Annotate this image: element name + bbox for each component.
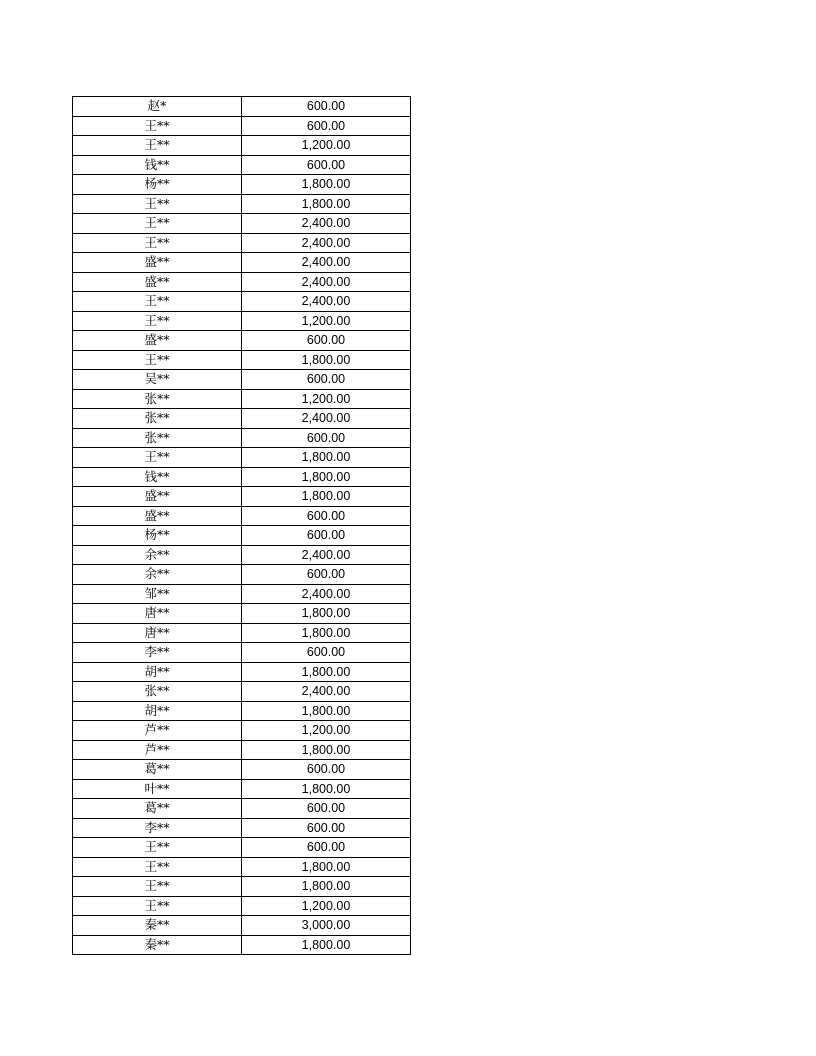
table-row (73, 935, 411, 955)
name-cell: 盛** (73, 253, 242, 273)
name-cell: 盛** (73, 331, 242, 351)
table-row (73, 565, 411, 585)
amount-cell: 2,400.00 (242, 272, 411, 292)
table-row (73, 214, 411, 234)
amount-cell: 2,400.00 (242, 214, 411, 234)
table-row (73, 311, 411, 331)
name-cell: 张** (73, 409, 242, 429)
name-cell: 杨** (73, 175, 242, 195)
name-cell: 唐** (73, 604, 242, 624)
name-cell: 芦** (73, 740, 242, 760)
table-row (73, 409, 411, 429)
name-cell: 余** (73, 545, 242, 565)
name-cell: 王** (73, 194, 242, 214)
name-cell: 杨** (73, 526, 242, 546)
amount-cell: 1,800.00 (242, 487, 411, 507)
table-row (73, 331, 411, 351)
table-row (73, 545, 411, 565)
table-row (73, 896, 411, 916)
table-row (73, 838, 411, 858)
amount-cell: 2,400.00 (242, 545, 411, 565)
table-body (73, 97, 411, 955)
name-cell: 盛** (73, 487, 242, 507)
table-row (73, 233, 411, 253)
name-cell: 盛** (73, 506, 242, 526)
name-cell: 王** (73, 233, 242, 253)
amount-cell: 1,800.00 (242, 604, 411, 624)
amount-cell: 1,800.00 (242, 740, 411, 760)
amount-cell: 1,800.00 (242, 448, 411, 468)
table-row (73, 799, 411, 819)
table-row (73, 370, 411, 390)
amount-cell: 1,200.00 (242, 311, 411, 331)
name-cell: 葛** (73, 799, 242, 819)
amount-cell: 1,200.00 (242, 721, 411, 741)
amount-cell: 2,400.00 (242, 584, 411, 604)
table-row (73, 760, 411, 780)
amount-cell: 600.00 (242, 526, 411, 546)
table-row (73, 526, 411, 546)
table-row (73, 292, 411, 312)
amount-cell: 2,400.00 (242, 292, 411, 312)
name-cell: 秦** (73, 916, 242, 936)
amount-cell: 1,800.00 (242, 623, 411, 643)
name-cell: 叶** (73, 779, 242, 799)
table-row (73, 506, 411, 526)
name-cell: 王** (73, 877, 242, 897)
table-row (73, 428, 411, 448)
name-cell: 王** (73, 896, 242, 916)
amount-cell: 3,000.00 (242, 916, 411, 936)
amount-cell: 1,800.00 (242, 779, 411, 799)
name-cell: 李** (73, 643, 242, 663)
table-row (73, 584, 411, 604)
amount-cell: 600.00 (242, 155, 411, 175)
name-cell: 张** (73, 428, 242, 448)
amount-cell: 600.00 (242, 838, 411, 858)
name-cell: 王** (73, 292, 242, 312)
amount-cell: 1,200.00 (242, 389, 411, 409)
name-cell: 王** (73, 350, 242, 370)
amount-cell: 2,400.00 (242, 233, 411, 253)
name-cell: 余** (73, 565, 242, 585)
amount-cell: 600.00 (242, 565, 411, 585)
amount-cell: 1,800.00 (242, 350, 411, 370)
table-row (73, 662, 411, 682)
name-cell: 王** (73, 448, 242, 468)
table-row (73, 194, 411, 214)
name-cell: 王** (73, 311, 242, 331)
table-row (73, 916, 411, 936)
amount-cell: 1,800.00 (242, 194, 411, 214)
amount-cell: 600.00 (242, 643, 411, 663)
amount-cell: 2,400.00 (242, 682, 411, 702)
table-row (73, 97, 411, 117)
name-cell: 钱** (73, 155, 242, 175)
table-row (73, 721, 411, 741)
table-row (73, 487, 411, 507)
name-cell: 胡** (73, 701, 242, 721)
amount-cell: 2,400.00 (242, 253, 411, 273)
amount-cell: 1,800.00 (242, 701, 411, 721)
name-cell: 盛** (73, 272, 242, 292)
table-row (73, 350, 411, 370)
name-cell: 王** (73, 116, 242, 136)
name-cell: 王** (73, 838, 242, 858)
table-row (73, 175, 411, 195)
amount-cell: 600.00 (242, 116, 411, 136)
table-row (73, 116, 411, 136)
amount-cell: 600.00 (242, 760, 411, 780)
amount-cell: 1,800.00 (242, 467, 411, 487)
amount-cell: 1,800.00 (242, 935, 411, 955)
table-row (73, 448, 411, 468)
payment-table (72, 96, 411, 955)
table-row (73, 253, 411, 273)
table-row (73, 682, 411, 702)
table-row (73, 623, 411, 643)
name-cell: 王** (73, 214, 242, 234)
amount-cell: 600.00 (242, 799, 411, 819)
table-row (73, 818, 411, 838)
table-row (73, 643, 411, 663)
name-cell: 吴** (73, 370, 242, 390)
name-cell: 张** (73, 389, 242, 409)
amount-cell: 600.00 (242, 428, 411, 448)
table-row (73, 604, 411, 624)
table-row (73, 272, 411, 292)
amount-cell: 600.00 (242, 818, 411, 838)
table-row (73, 740, 411, 760)
name-cell: 胡** (73, 662, 242, 682)
amount-cell: 2,400.00 (242, 409, 411, 429)
amount-cell: 600.00 (242, 331, 411, 351)
name-cell: 赵* (73, 97, 242, 117)
table-row (73, 467, 411, 487)
amount-cell: 1,200.00 (242, 136, 411, 156)
amount-cell: 1,200.00 (242, 896, 411, 916)
table-row (73, 857, 411, 877)
name-cell: 芦** (73, 721, 242, 741)
name-cell: 王** (73, 136, 242, 156)
amount-cell: 1,800.00 (242, 662, 411, 682)
amount-cell: 600.00 (242, 506, 411, 526)
name-cell: 秦** (73, 935, 242, 955)
table-row (73, 779, 411, 799)
name-cell: 葛** (73, 760, 242, 780)
table-row (73, 389, 411, 409)
table-row (73, 877, 411, 897)
name-cell: 王** (73, 857, 242, 877)
name-cell: 唐** (73, 623, 242, 643)
amount-cell: 600.00 (242, 97, 411, 117)
name-cell: 钱** (73, 467, 242, 487)
name-cell: 张** (73, 682, 242, 702)
name-cell: 李** (73, 818, 242, 838)
name-cell: 邹** (73, 584, 242, 604)
table-row (73, 701, 411, 721)
table-row (73, 136, 411, 156)
amount-cell: 1,800.00 (242, 877, 411, 897)
amount-cell: 600.00 (242, 370, 411, 390)
amount-cell: 1,800.00 (242, 857, 411, 877)
amount-cell: 1,800.00 (242, 175, 411, 195)
table-row (73, 155, 411, 175)
